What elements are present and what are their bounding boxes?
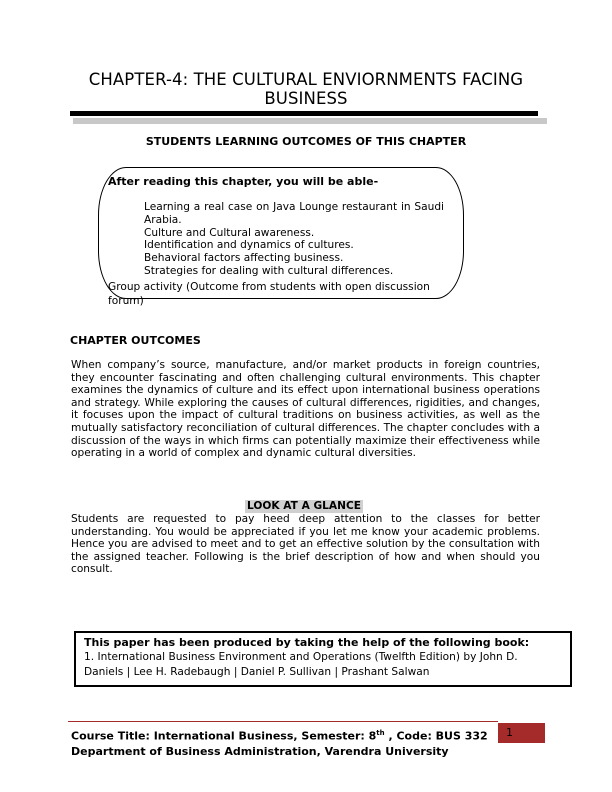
- list-item: Behavioral factors affecting business.: [144, 252, 344, 265]
- outcomes-box-heading: After reading this chapter, you will be able-: [108, 175, 379, 188]
- title-rule-shadow: [73, 118, 547, 124]
- page-number: 1: [506, 726, 513, 739]
- glance-heading: LOOK AT A GLANCE: [247, 500, 361, 512]
- footer-course-sup: th: [376, 729, 385, 737]
- book-reference-heading: This paper has been produced by taking the help of the following book:: [84, 636, 530, 649]
- chapter-title-line2: BUSINESS: [264, 89, 348, 108]
- outcomes-list: [144, 201, 444, 278]
- title-rule: [70, 111, 538, 116]
- footer-text: [71, 726, 488, 759]
- list-item: Strategies for dealing with cultural differences.: [144, 264, 394, 277]
- footer-course-suffix: , Code: BUS 332: [384, 729, 488, 743]
- list-item: Culture and Cultural awareness.: [144, 226, 315, 239]
- learning-outcomes-heading: STUDENTS LEARNING OUTCOMES OF THIS CHAPTER: [145, 135, 467, 148]
- footer-course-line: [71, 726, 488, 744]
- chapter-title-line1: CHAPTER-4: THE CULTURAL ENVIORNMENTS FACING: [88, 70, 524, 89]
- glance-paragraph: Students are requested to pay heed deep attention to the classes for better understanding. You would be appreciated if you let me know your academic problems. Hence you are advised to meet and to get an effective solution by the consultation with the assigned teacher. Following is the brief description of how and when should you consult.: [71, 513, 540, 576]
- footer-course-prefix: Course Title: International Business, Semester: 8: [71, 729, 377, 743]
- book-reference-text: 1. International Business Environment and Operations (Twelfth Edition) by John D. Daniels | Lee H. Radebaugh | Daniel P. Sullivan | Prashant Salwan: [84, 651, 518, 678]
- list-item: Identification and dynamics of cultures.: [144, 239, 354, 252]
- page-number-badge: [498, 723, 545, 743]
- group-activity-text: Group activity (Outcome from students with open discussion forum): [108, 281, 430, 307]
- chapter-outcomes-heading: CHAPTER OUTCOMES: [70, 334, 201, 347]
- chapter-outcomes-paragraph: When company’s source, manufacture, and/or market products in foreign countries, they encounter fascinating and often challenging cultural environments. This chapter examines the dynamics of culture and its effect upon international business operations and strategy. While exploring the causes of cultural differences, rigidities, and changes, it focuses upon the impact of cultural traditions on business activities, as well as the mutually satisfactory reconciliation of cultural differences. The chapter concludes with a discussion of the ways in which firms can potentially maximize their effectiveness while operating in a world of complex and dynamic cultural diversities.: [71, 359, 540, 460]
- chapter-title: [70, 70, 542, 108]
- list-item: Learning a real case on Java Lounge restaurant in Saudi Arabia.: [144, 201, 444, 226]
- footer-department: Department of Business Administration, Varendra University: [71, 744, 449, 758]
- footer-rule: [68, 721, 498, 722]
